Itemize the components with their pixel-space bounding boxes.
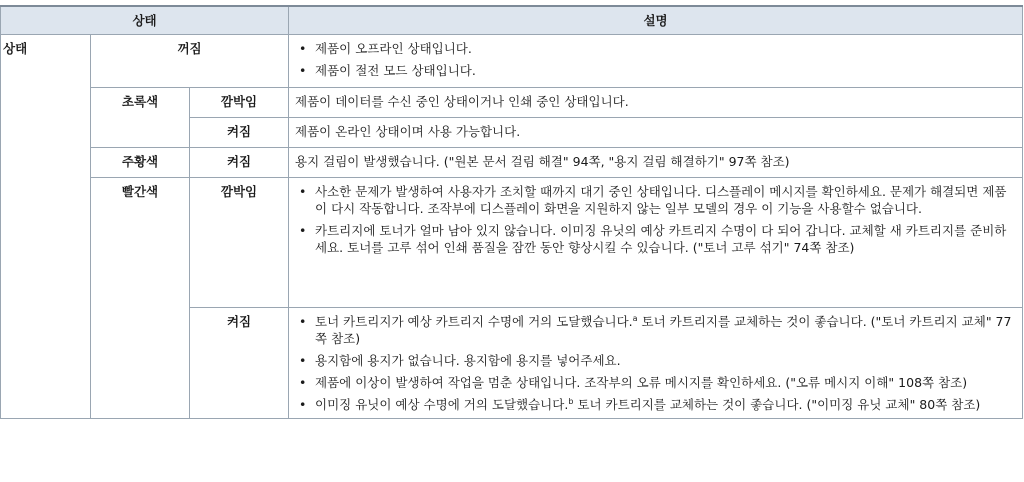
table-row — [1, 178, 1023, 308]
light-red: 빨간색 — [91, 178, 190, 419]
list-item: • 제품이 오프라인 상태입니다. — [295, 40, 1016, 57]
status-table — [0, 5, 1023, 419]
item-text: 토너 카트리지를 교체하는 것이 좋습니다. ("토너 카트리지 교체" 77쪽 참조) — [315, 314, 1012, 346]
list-item — [295, 313, 1016, 347]
footnote-mark: b — [568, 396, 574, 406]
item-text: 토너 카트리지가 예상 카트리지 수명에 거의 도달했습니다. — [315, 314, 633, 329]
list-item: • 사소한 문제가 발생하여 사용자가 조치할 때까지 대기 중인 상태입니다. 디스플레이 메시지를 확인하세요. 문제가 해결되면 제품이 다시 작동합니다. 조작부에 디스플레이 화면을 지원하지 않는 일부 모델의 경우 이 기능을 사용할수 없습니다. — [295, 183, 1016, 217]
description-cell — [289, 308, 1023, 419]
header-state: 상태 — [1, 6, 289, 35]
description-cell: 제품이 데이터를 수신 중인 상태이거나 인쇄 중인 상태입니다. — [289, 88, 1023, 118]
list-item: • 카트리지에 토너가 얼마 남아 있지 않습니다. 이미징 유닛의 예상 카트리지 수명이 다 되어 갑니다. 교체할 새 카트리지를 준비하세요. 토너를 고루 섞어 인쇄 품질을 잠깐 동안 향상시킬 수 있습니다. ("토너 고루 섞기" 74쪽 참조) — [295, 222, 1016, 256]
footnote-mark: a — [632, 313, 638, 323]
state-off: 꺼짐 — [91, 35, 289, 88]
list-item: • 제품이 절전 모드 상태입니다. — [295, 62, 1016, 79]
description-cell — [289, 178, 1023, 308]
table-row — [1, 148, 1023, 178]
description-cell: 제품이 온라인 상태이며 사용 가능합니다. — [289, 118, 1023, 148]
light-green: 초록색 — [91, 88, 190, 148]
light-amber: 주황색 — [91, 148, 190, 178]
header-description: 설명 — [289, 6, 1023, 35]
item-text: 이미징 유닛이 예상 수명에 거의 도달했습니다. — [315, 397, 569, 412]
list-item: • 제품에 이상이 발생하여 작업을 멈춘 상태입니다. 조작부의 오류 메시지를 확인하세요. ("오류 메시지 이해" 108쪽 참조) — [295, 374, 1016, 391]
mode-on: 켜짐 — [190, 308, 289, 419]
group-label: 상태 — [1, 35, 91, 419]
list-item: • 용지함에 용지가 없습니다. 용지함에 용지를 넣어주세요. — [295, 352, 1016, 369]
table-row — [1, 88, 1023, 118]
table-header-row — [1, 6, 1023, 35]
mode-on: 켜짐 — [190, 118, 289, 148]
mode-blink: 깜박임 — [190, 88, 289, 118]
mode-blink: 깜박임 — [190, 178, 289, 308]
table-row — [1, 35, 1023, 88]
description-cell: 용지 걸림이 발생했습니다. ("원본 문서 걸림 해결" 94쪽, "용지 걸림 해결하기" 97쪽 참조) — [289, 148, 1023, 178]
list-item — [295, 396, 1016, 413]
mode-on: 켜짐 — [190, 148, 289, 178]
description-cell — [289, 35, 1023, 88]
item-text: 토너 카트리지를 교체하는 것이 좋습니다. ("이미징 유닛 교체" 80쪽 참조) — [573, 397, 981, 412]
